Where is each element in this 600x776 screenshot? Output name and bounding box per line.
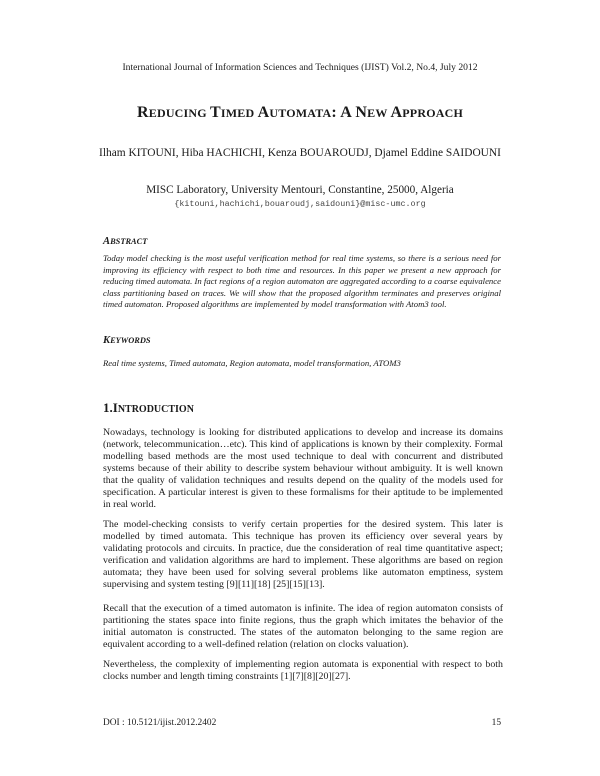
keywords-text: Real time systems, Timed automata, Region automata, model transformation, ATOM3 <box>103 358 401 368</box>
title-smallcaps: EDUCING <box>148 106 211 120</box>
title-smallcaps: IMED <box>220 106 258 120</box>
body-paragraph: The model-checking consists to verify certain properties for the desired system. This later is modelled by timed automata. This technique has proven its efficiency over several years by validating protocols and circuits. In practice, due the consideration of real time quantitative aspect; verification and validation algorithms are hard to implement. These algorithms are based on region automata; they have been used for solving several problems like automaton emptiness, system supervising and system testing [9][11][18] [25][15][13]. <box>103 519 503 590</box>
title-initial: N <box>355 104 368 121</box>
abstract-text: Today model checking is the most useful verification method for real time systems, so there is a serious need for improving its efficiency with respect to both time and resources. In this paper we present a new approach for reducing timed automata. In fact regions of a region automaton are aggregated according to a coarse equivalence class partitioning based on traces. We will show that the proposed algorithm terminates and preserves original timed automaton. Proposed algorithms are implemented by model transformation with Atom3 tool. <box>103 253 501 310</box>
paper-title <box>0 104 600 122</box>
body-paragraph: Nowadays, technology is looking for distributed applications to develop and increase its domains (network, telecommunication…etc). This kind of applications is known by their complexity. Formal modelling based methods are the most used technique to deal with concurrent and distributed systems because of their ability to describe system behaviour without ambiguity. It is well known that the quality of validation techniques and results depend on the quality of the models used for specification. A particular interest is given to these formalisms for their aptitude to be implemented in real world. <box>103 427 503 510</box>
heading-initial: A <box>103 236 111 247</box>
heading-smallcaps: BSTRACT <box>110 237 148 246</box>
section-number: 1. <box>103 400 113 415</box>
title-smallcaps: EW <box>367 106 391 120</box>
keywords-heading <box>103 335 151 346</box>
heading-initial: K <box>103 335 111 346</box>
title-initial: R <box>136 104 149 121</box>
author-emails: {kitouni,hachichi,bouaroudj,saidouni}@misc-umc.org <box>174 199 426 209</box>
page-number: 15 <box>491 718 501 728</box>
authors: Ilham KITOUNI, Hiba HACHICHI, Kenza BOUAROUDJ, Djamel Eddine SAIDOUNI <box>99 147 501 159</box>
title-initial: A <box>390 104 403 121</box>
title-initial: : A <box>331 104 356 121</box>
title-initial: T <box>210 104 221 121</box>
affiliation: MISC Laboratory, University Mentouri, Constantine, 25000, Algeria <box>146 184 454 196</box>
introduction-heading <box>103 400 194 416</box>
heading-initial: I <box>112 400 118 415</box>
journal-header: International Journal of Information Sciences and Techniques (IJIST) Vol.2, No.4, July 2012 <box>122 62 478 73</box>
title-initial: A <box>257 104 270 121</box>
abstract-heading <box>103 236 147 247</box>
title-smallcaps: PPROACH <box>402 106 463 120</box>
heading-smallcaps: NTRODUCTION <box>117 404 194 415</box>
title-smallcaps: UTOMATA <box>269 106 332 120</box>
doi-link[interactable]: DOI : 10.5121/ijist.2012.2402 <box>103 718 217 728</box>
body-paragraph: Recall that the execution of a timed automaton is infinite. The idea of region automaton consists of partitioning the states space into finite regions, thus the graph which imitates the behavior of the initial automaton is constructed. The states of the automaton belonging to the same region are equivalent according to a well-defined relation (relation on clocks valuation). <box>103 603 503 650</box>
heading-smallcaps: EYWORDS <box>110 336 151 345</box>
body-paragraph: Nevertheless, the complexity of implementing region automata is exponential with respect to both clocks number and length timing constraints [1][7][8][20][27]. <box>103 659 503 682</box>
